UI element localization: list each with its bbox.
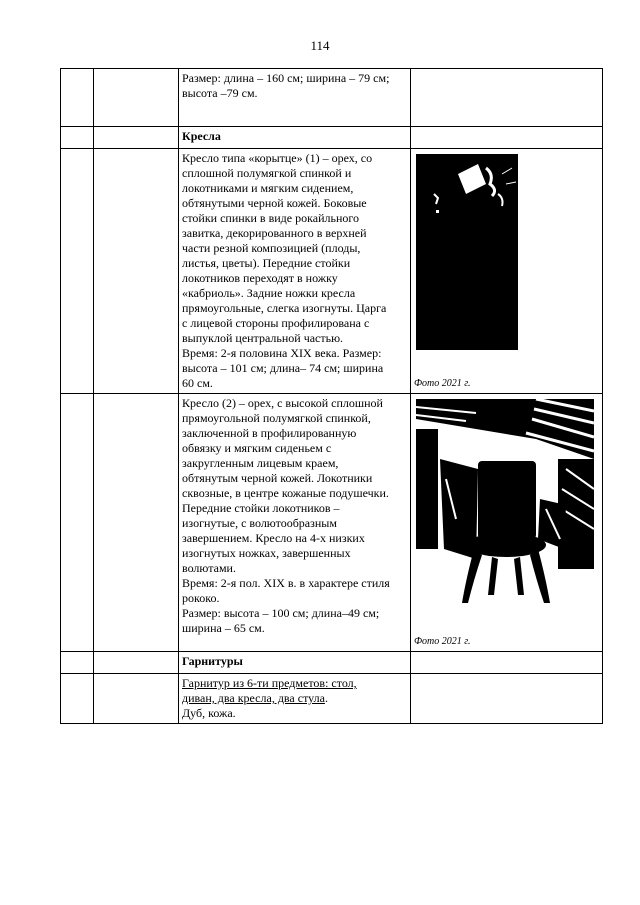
description-line: прямоугольные, слегка изогнуты. Царга — [182, 301, 387, 315]
description-line: листья, цветы). Передние стойки — [182, 256, 351, 270]
set-title-period: . — [324, 691, 328, 705]
description-line — [182, 676, 407, 691]
description-line: Время: 2-я половина XIX века. Размер: — [182, 346, 382, 360]
description-line: высота –79 см. — [182, 86, 258, 100]
description-cell — [179, 69, 411, 127]
description-line: обвязку и мягким сиденьем с — [182, 441, 332, 455]
description-line: обтянутым черной кожей. Локотники — [182, 471, 373, 485]
description-line: закругленным лицевым краем, — [182, 456, 339, 470]
photo-cell — [411, 149, 603, 394]
inventory-cell — [94, 674, 179, 724]
description-line: выпуклой центральной частью. — [182, 331, 344, 345]
description-line: стойки спинки в виде рокайльного — [182, 211, 360, 225]
armchair-photo — [416, 154, 518, 350]
inventory-cell — [94, 69, 179, 127]
description-line: Передние стойки локотников – — [182, 501, 340, 515]
inventory-table — [60, 68, 603, 724]
set-title-line: Гарнитур из 6-ти предметов: стол, — [182, 676, 357, 690]
description-cell — [179, 149, 411, 394]
description-line: изогнутых ножках, завершенных — [182, 546, 351, 560]
section-row — [61, 652, 603, 674]
description-line: Размер: длина – 160 см; ширина – 79 см; — [182, 71, 390, 85]
description-line: высота – 101 см; длина– 74 см; ширина — [182, 361, 384, 375]
description-line: ширина – 65 см. — [182, 621, 265, 635]
description-line: локотников переходят в ножку — [182, 271, 338, 285]
description-line: Кресло (2) – орех, с высокой сплошной — [182, 396, 383, 410]
photo-cell — [411, 394, 603, 652]
section-row — [61, 127, 603, 149]
number-cell — [61, 674, 94, 724]
description-line: обтянутыми черной кожей. Боковые — [182, 196, 367, 210]
description-line: 60 см. — [182, 376, 213, 390]
description-line: рококо. — [182, 591, 220, 605]
section-title: Кресла — [179, 127, 411, 149]
description-line: локотниками и мягким сидением, — [182, 181, 354, 195]
photo-caption: Фото 2021 г. — [414, 636, 471, 647]
set-title-line: диван, два кресла, два стула — [182, 691, 325, 705]
table-row — [61, 394, 603, 652]
description-line: Время: 2-я пол. XIX в. в характере стиля — [182, 576, 390, 590]
section-title: Гарнитуры — [179, 652, 411, 674]
table-row — [61, 69, 603, 127]
description-cell — [179, 674, 411, 724]
table-row — [61, 674, 603, 724]
description-cell — [179, 394, 411, 652]
description-line: сплошной полумягкой спинкой и — [182, 166, 352, 180]
description-line: Кресло типа «корытце» (1) – орех, со — [182, 151, 373, 165]
photo-cell — [411, 674, 603, 724]
description-line: Размер: высота – 100 см; длина–49 см; — [182, 606, 380, 620]
description-line: прямоугольной полумягкой спинкой, — [182, 411, 371, 425]
table-row — [61, 149, 603, 394]
number-cell — [61, 69, 94, 127]
number-cell — [61, 149, 94, 394]
description-line: части резной композицией (плоды, — [182, 241, 361, 255]
number-cell — [61, 394, 94, 652]
description-line — [182, 691, 407, 706]
armchair-photo — [416, 399, 594, 619]
inventory-cell — [94, 394, 179, 652]
inventory-cell — [94, 149, 179, 394]
page-number: 114 — [310, 38, 330, 53]
description-line: волютами. — [182, 561, 236, 575]
description-line: завитка, декорированного в верхней — [182, 226, 367, 240]
photo-cell — [411, 69, 603, 127]
description-line: заключенной в профилированную — [182, 426, 357, 440]
description-line: завершением. Кресло на 4-х низких — [182, 531, 365, 545]
description-line: сквозные, в центре кожаные подушечки. — [182, 486, 389, 500]
photo-caption: Фото 2021 г. — [414, 378, 471, 389]
description-line: «кабриоль». Задние ножки кресла — [182, 286, 356, 300]
description-line: Дуб, кожа. — [182, 706, 236, 720]
description-line: с лицевой стороны профилирована с — [182, 316, 370, 330]
description-line: изогнутые, с волютообразным — [182, 516, 337, 530]
